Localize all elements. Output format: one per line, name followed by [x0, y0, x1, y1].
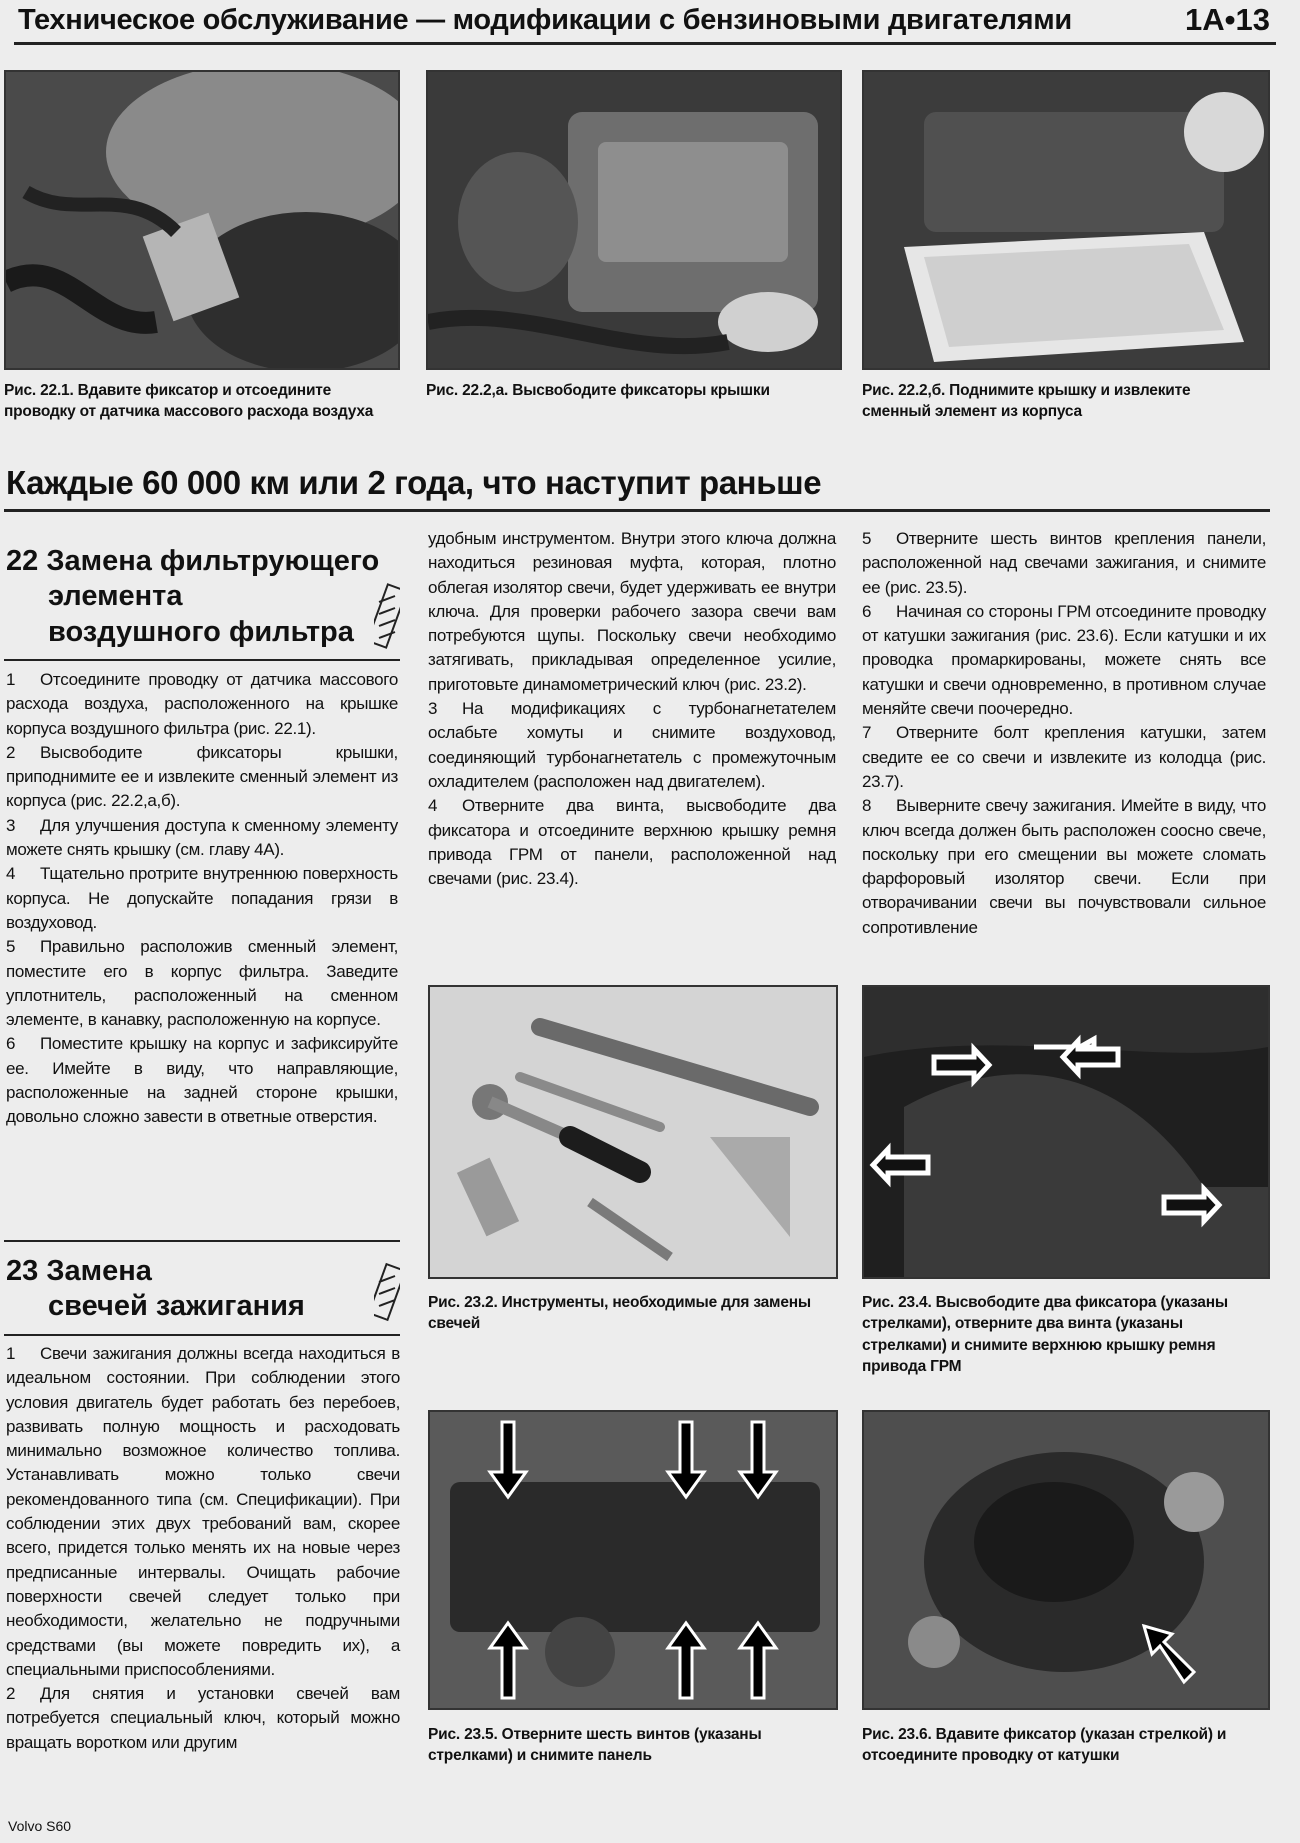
s23-p2-cont: удобным инструментом. Внутри этого ключа должна находиться резиновая муфта, которая, плотно облегая изолятор свечи, будет удерживать ее внутри ключа. Для проверки рабочего зазора свечи вам потребуются щупы. Поскольку свечи необходимо затягивать, прикладывая определенное усилие, приготовьте динамометрический ключ (рис. 23.2).	[428, 529, 836, 694]
s23-p1: Свечи зажигания должны всегда находиться в идеальном состоянии. При соблюдении этого условия двигатель будет работать без перебоев, развивать полную мощность и расходовать минимально возможное количество топлива. Устанавливать можно только свечи рекомендованного типа (см. Спецификации). При соблюдении этих двух требований вам, скорее всего, придется только менять их на новые через предписанные интервалы. Очищать рабочие поверхности свечей следует только при необходимости, желательно не подручными средствами (вы можете повредить их), а специальными приспособлениями.	[6, 1344, 400, 1679]
caption-fig-22-1: Рис. 22.1. Вдавите фиксатор и отсоедините проводку от датчика массового расхода воздуха	[4, 382, 374, 421]
footer-model: Volvo S60	[8, 1818, 72, 1834]
caption-fig-23-2: Рис. 23.2. Инструменты, необходимые для замены свечей	[428, 1294, 811, 1333]
section-22-title-line2: элемента	[48, 580, 183, 613]
section-23-body-col1	[6, 1342, 400, 1755]
s23-p6: Начиная со стороны ГРМ отсоедините проводку от катушки зажигания (рис. 23.6). Если катушки и их проводка промаркированы, можете снять все катушки и свечи одновременно, в противном случае меняйте свечи поочередно.	[862, 601, 1266, 719]
section-heading-rule	[4, 509, 1270, 512]
s22-p3-num: 3	[6, 815, 16, 835]
s23-p5-num: 5	[862, 529, 872, 548]
photo-22-1	[4, 70, 400, 370]
s22-p6: Поместите крышку на корпус и зафиксируйте ее. Имейте в виду, что направляющие, расположенные на задней стороне крышки, довольно сложно завести в ответные отверстия.	[6, 1034, 398, 1127]
difficulty-spanner-icon	[374, 582, 400, 650]
s23-p7-num: 7	[862, 723, 872, 743]
s22-p4: Тщательно протрите внутреннюю поверхность корпуса. Не допускайте попадания грязи в воздуховод.	[6, 864, 398, 932]
page-number: 1A•13	[1185, 2, 1270, 37]
s23-p7: Отверните болт крепления катушки, затем сведите ее со свечи и извлеките из колодца (рис. 23.7).	[862, 723, 1266, 791]
section-23-title-line2: свечей зажигания	[48, 1290, 305, 1323]
caption-fig-23-5: Рис. 23.5. Отверните шесть винтов (указаны стрелками) и снимите панель	[428, 1726, 762, 1765]
section-23-number: 23	[6, 1255, 39, 1287]
caption-fig-23-6: Рис. 23.6. Вдавите фиксатор (указан стрелкой) и отсоедините проводку от катушки	[862, 1726, 1227, 1765]
s22-p1-num: 1	[6, 670, 16, 689]
photo-22-2b	[862, 70, 1270, 370]
s23-p8: Выверните свечу зажигания. Имейте в виду, что ключ всегда должен быть расположен соосно свече, поскольку при его смещении вы можете сломать фарфоровый изолятор свечи. Если при отворачивании свечи вы почувствовали сильное сопротивление	[862, 796, 1266, 937]
section-interval-heading: Каждые 60 000 км или 2 года, что наступит раньше	[6, 464, 822, 501]
s22-p5: Правильно расположив сменный элемент, поместите его в корпус фильтра. Заведите уплотнитель, расположенный на сменном элементе, в канавку, расположенную на корпусе.	[6, 937, 398, 1030]
s23-p1-num: 1	[6, 1344, 16, 1363]
photo-23-4	[862, 985, 1270, 1279]
s23-p4-num: 4	[428, 796, 438, 816]
section-23-body-col2	[428, 527, 836, 891]
photo-22-2a	[426, 70, 842, 370]
s23-p3: На модификациях с турбонагнетателем ослабьте хомуты и снимите воздуховод, соединяющий турбонагнетатель с промежуточным охладителем (расположен над двигателем).	[428, 699, 836, 791]
s23-p5: Отверните шесть винтов крепления панели, расположенной над свечами зажигания, и снимите ее (рис. 23.5).	[862, 529, 1266, 597]
caption-fig-22-2b: Рис. 22.2,б. Поднимите крышку и извлеките сменный элемент из корпуса	[862, 382, 1191, 421]
section-22-title	[6, 544, 406, 650]
difficulty-spanner-icon-23	[374, 1262, 400, 1322]
s22-p6-num: 6	[6, 1034, 16, 1054]
section-23-body-col3	[862, 527, 1266, 940]
header-rule	[14, 42, 1276, 45]
s22-p2-num: 2	[6, 742, 16, 762]
s23-p6-num: 6	[862, 601, 872, 621]
s22-p5-num: 5	[6, 937, 16, 957]
s22-p2: Высвободите фиксаторы крышки, приподнимите ее и извлеките сменный элемент из корпуса (рис. 22.2,а,б).	[6, 742, 398, 811]
caption-fig-23-4: Рис. 23.4. Высвободите два фиксатора (указаны стрелками), отверните два винта (указаны стрелками) и снимите верхнюю крышку ремня привода ГРМ	[862, 1294, 1228, 1376]
section-23-title-line1: Замена	[46, 1255, 152, 1287]
section-22-title-line1: Замена фильтрующего	[46, 545, 380, 577]
s23-p3-num: 3	[428, 699, 438, 719]
s22-p4-num: 4	[6, 864, 16, 884]
s23-p2: Для снятия и установки свечей вам потребуется специальный ключ, который можно вращать воротком или другим	[6, 1684, 400, 1752]
section-22-number: 22	[6, 545, 39, 577]
s23-p8-num: 8	[862, 796, 872, 816]
s22-p1: Отсоедините проводку от датчика массового расхода воздуха, расположенного на крышке корпуса воздушного фильтра (рис. 22.1).	[6, 670, 398, 738]
s22-p3: Для улучшения доступа к сменному элементу можете снять крышку (см. главу 4А).	[6, 815, 398, 860]
s23-p2-num: 2	[6, 1684, 16, 1704]
section-23-title	[6, 1254, 406, 1325]
section-23-top-rule	[4, 1240, 400, 1242]
photo-23-2-tools	[428, 985, 838, 1279]
section-22-title-line3: воздушного фильтра	[48, 615, 354, 648]
section-22-rule	[4, 659, 400, 661]
section-23-rule	[4, 1334, 400, 1336]
photo-23-6	[862, 1410, 1270, 1710]
section-22-body	[6, 668, 398, 1130]
caption-fig-22-2a: Рис. 22.2,а. Высвободите фиксаторы крышки	[426, 382, 770, 399]
s23-p4: Отверните два винта, высвободите два фиксатора и отсоедините верхнюю крышку ремня привода ГРМ от панели, расположенной над свечами (рис. 23.4).	[428, 796, 836, 889]
page-header-title: Техническое обслуживание — модификации с бензиновыми двигателями	[18, 4, 1072, 36]
photo-23-5	[428, 1410, 838, 1710]
